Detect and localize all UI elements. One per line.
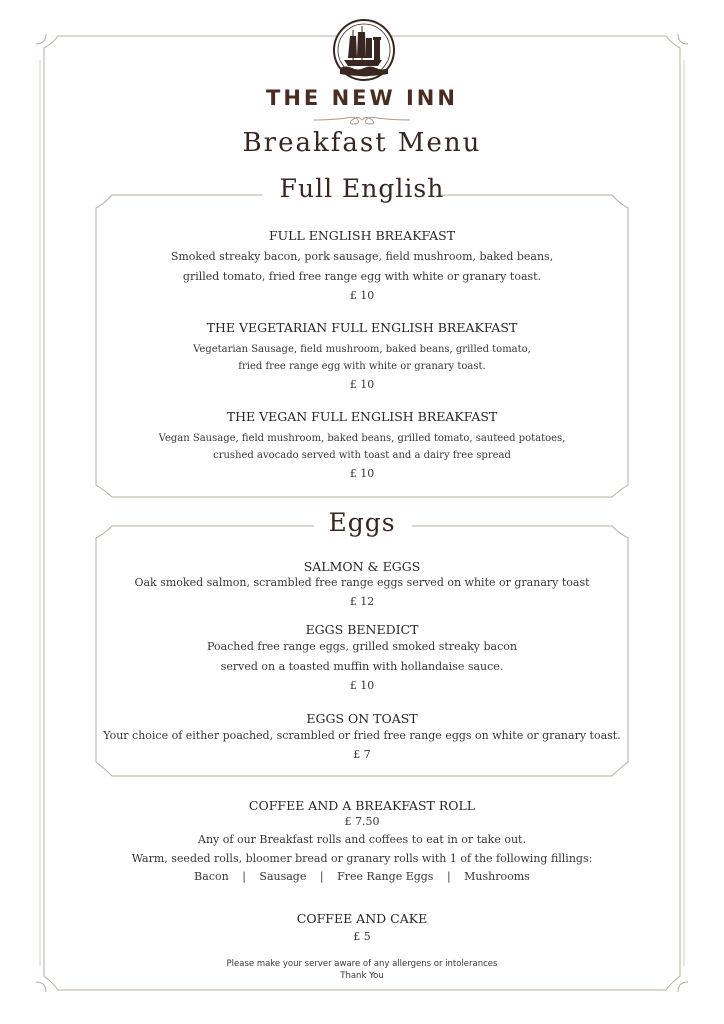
item-full-english-desc-2: grilled tomato, fried free range egg with white or granary toast. — [182, 270, 542, 283]
item-vegan-desc-1: Vegan Sausage, field mushroom, baked beans, grilled tomato, sauteed potatoes, — [158, 433, 566, 444]
item-salmon-eggs-price: £ 12 — [349, 595, 375, 608]
filling-separator: | — [319, 870, 324, 883]
item-full-english-desc-1: Smoked streaky bacon, pork sausage, field mushroom, baked beans, — [170, 250, 554, 263]
item-breakfast-roll-name: COFFEE AND A BREAKFAST ROLL — [248, 798, 476, 813]
item-eggs-benedict-desc-2: served on a toasted muffin with hollandaise sauce. — [220, 660, 504, 673]
item-breakfast-roll-price: £ 7.50 — [344, 815, 380, 828]
section-title-full-english: Full English — [279, 174, 445, 203]
item-vegetarian-name: THE VEGETARIAN FULL ENGLISH BREAKFAST — [206, 320, 518, 335]
item-breakfast-roll-desc-2: Warm, seeded rolls, bloomer bread or granary rolls with 1 of the following fillings: — [131, 852, 593, 865]
menu-title: Breakfast Menu — [242, 128, 482, 158]
item-coffee-cake-name: COFFEE AND CAKE — [296, 911, 428, 926]
fillings-list — [0, 870, 724, 883]
item-eggs-benedict-name: EGGS BENEDICT — [305, 622, 419, 637]
filling-item: Free Range Eggs — [337, 870, 434, 883]
item-vegetarian-price: £ 10 — [349, 378, 375, 391]
item-eggs-benedict-desc-1: Poached free range eggs, grilled smoked streaky bacon — [206, 640, 517, 653]
item-vegetarian-desc-2: fried free range egg with white or granary toast. — [238, 361, 486, 372]
thank-you-note: Thank You — [340, 971, 384, 981]
section-title-eggs: Eggs — [328, 508, 396, 537]
filling-item: Bacon — [194, 870, 229, 883]
item-vegan-desc-2: crushed avocado served with toast and a dairy free spread — [213, 450, 511, 461]
filling-item: Sausage — [259, 870, 307, 883]
item-salmon-eggs-desc-1: Oak smoked salmon, scrambled free range eggs served on white or granary toast — [134, 576, 590, 589]
item-breakfast-roll-desc-1: Any of our Breakfast rolls and coffees to eat in or take out. — [198, 833, 526, 846]
item-coffee-cake-price: £ 5 — [353, 930, 371, 943]
item-full-english-price: £ 10 — [349, 289, 375, 302]
item-vegan-name: THE VEGAN FULL ENGLISH BREAKFAST — [226, 409, 498, 424]
item-eggs-benedict-price: £ 10 — [349, 679, 375, 692]
filling-separator: | — [242, 870, 246, 883]
item-eggs-on-toast-price: £ 7 — [353, 748, 371, 761]
filling-item: Mushrooms — [464, 870, 530, 883]
item-vegetarian-desc-1: Vegetarian Sausage, field mushroom, baked beans, grilled tomato, — [193, 344, 531, 355]
item-eggs-on-toast-name: EGGS ON TOAST — [306, 711, 418, 726]
filling-separator: | — [446, 870, 451, 883]
item-salmon-eggs-name: SALMON & EGGS — [303, 559, 421, 574]
ship-logo-icon — [332, 18, 396, 82]
item-eggs-on-toast-desc-1: Your choice of either poached, scrambled or fried free range eggs on white or granary toast. — [103, 729, 621, 742]
allergen-notice: Please make your server aware of any allergens or intolerances — [226, 959, 498, 969]
brand-name: THE NEW INN — [266, 86, 458, 110]
flourish-icon — [312, 112, 412, 128]
item-vegan-price: £ 10 — [349, 467, 375, 480]
item-full-english-name: FULL ENGLISH BREAKFAST — [268, 228, 456, 243]
